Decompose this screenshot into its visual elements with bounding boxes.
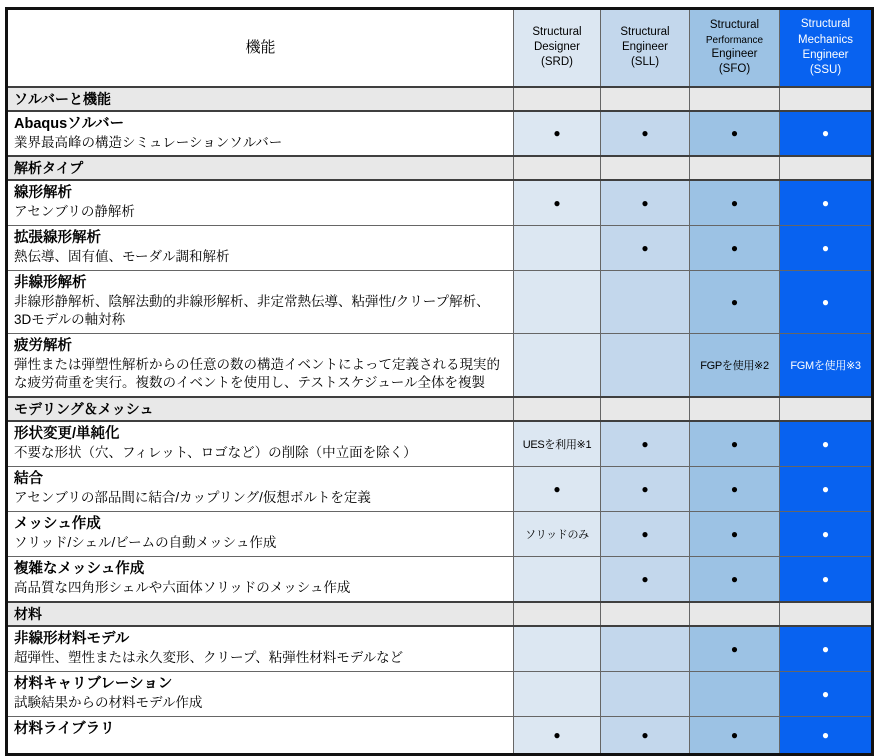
matrix-cell-srd [514,716,601,754]
section-cell-ssu [780,156,873,180]
feature-description: 試験結果からの材料モデル作成 [14,694,203,710]
section-cell-srd [514,87,601,111]
matrix-cell-sll [601,334,690,397]
header-line: Engineer [802,48,849,61]
feature-cell [7,557,514,602]
matrix-cell-srd [514,626,601,671]
section-cell-ssu [780,87,873,111]
header-line: (SSU) [809,63,842,76]
matrix-cell-ssu [780,271,873,334]
availability-dot: ● [821,241,830,256]
availability-dot: ● [821,196,830,211]
availability-dot: ● [821,295,830,310]
matrix-cell-srd [514,557,601,602]
feature-cell [7,226,514,271]
feature-cell [7,111,514,157]
section-title: 材料 [7,602,514,626]
matrix-cell-srd [514,226,601,271]
matrix-cell-srd [514,180,601,225]
availability-dot: ● [730,727,739,742]
header-line: Structural [532,25,582,38]
section-title: モデリング＆メッシュ [7,397,514,421]
availability-note: FGPを使用※2 [700,360,769,373]
section-cell-srd [514,397,601,421]
feature-description: 業界最高峰の構造シミュレーションソルバー [14,134,283,150]
availability-dot: ● [553,727,561,742]
header-line: Structural [620,25,670,38]
availability-dot: ● [553,196,561,211]
availability-dot: ● [730,196,739,211]
matrix-cell-sll [601,111,690,157]
matrix-cell-sll [601,716,690,754]
matrix-cell-sfo [690,271,780,334]
column-header-srd [514,9,601,87]
feature-cell [7,334,514,397]
availability-dot: ● [553,482,561,497]
availability-dot: ● [730,641,739,656]
matrix-cell-srd [514,467,601,512]
matrix-cell-sfo [690,467,780,512]
section-cell-ssu [780,602,873,626]
feature-cell [7,180,514,225]
table-header [7,9,873,87]
header-row [7,9,873,87]
feature-description: 超弾性、塑性または永久変形、クリープ、粘弾性材料モデルなど [14,649,404,665]
availability-dot: ● [821,686,830,701]
feature-row [7,626,873,671]
availability-dot: ● [821,641,830,656]
section-title: ソルバーと機能 [7,87,514,111]
availability-dot: ● [730,126,739,141]
header-line: (SRD) [541,56,573,69]
feature-cell [7,626,514,671]
availability-dot: ● [641,126,649,141]
matrix-cell-srd [514,111,601,157]
matrix-body [7,87,873,755]
matrix-cell-ssu [780,467,873,512]
section-cell-srd [514,156,601,180]
feature-cell [7,512,514,557]
section-row [7,87,873,111]
matrix-cell-srd [514,671,601,716]
feature-row [7,671,873,716]
feature-cell [7,271,514,334]
matrix-cell-sll [601,512,690,557]
section-cell-ssu [780,397,873,421]
feature-description: 非線形静解析、陰解法動的非線形解析、非定常熱伝導、粘弾性/クリープ解析、3Dモデルの軸対称 [14,294,490,328]
matrix-cell-sfo [690,716,780,754]
header-line: Structural [800,18,851,31]
availability-dot: ● [730,241,739,256]
matrix-cell-sll [601,557,690,602]
matrix-cell-sfo [690,512,780,557]
section-title: 解析タイプ [7,156,514,180]
availability-dot: ● [641,482,649,497]
matrix-cell-ssu [780,180,873,225]
section-cell-srd [514,602,601,626]
header-line: Mechanics [798,33,853,46]
availability-dot: ● [641,727,649,742]
feature-description: ソリッド/シェル/ビームの自動メッシュ作成 [14,535,277,551]
feature-title: 非線形解析 [14,275,87,292]
feature-row [7,467,873,512]
section-cell-sfo [690,156,780,180]
feature-title: Abaqusソルバー [14,115,125,132]
availability-note: FGMを使用※3 [790,360,861,373]
feature-title: 疲労解析 [14,338,72,355]
column-header-sfo [690,9,780,87]
availability-dot: ● [730,572,739,586]
header-line: (SFO) [718,62,751,75]
header-line: Designer [533,41,581,54]
feature-row [7,512,873,557]
feature-title: 材料キャリブレーション [14,675,173,692]
matrix-cell-sfo [690,626,780,671]
matrix-cell-sfo [690,671,780,716]
matrix-cell-srd [514,421,601,466]
header-line: Structural [709,19,760,32]
availability-dot: ● [730,482,739,497]
section-cell-sfo [690,397,780,421]
matrix-cell-sfo [690,180,780,225]
feature-title: 材料ライブラリ [14,720,115,737]
matrix-cell-sll [601,671,690,716]
availability-dot: ● [821,527,830,542]
matrix-cell-srd [514,512,601,557]
header-line: Performance [705,34,764,46]
feature-row [7,716,873,754]
feature-cell [7,716,514,754]
section-cell-sll [601,602,690,626]
feature-title: 拡張線形解析 [14,230,101,247]
column-header-sll [601,9,690,87]
section-row [7,602,873,626]
feature-description: 弾性または弾塑性解析からの任意の数の構造イベントによって定義される現実的な疲労荷重を実行。複数のイベントを使用し、テストスケジュール全体を複製 [14,357,500,391]
matrix-cell-ssu [780,716,873,754]
feature-description: 高品質な四角形シェルや六面体ソリッドのメッシュ作成 [14,580,351,596]
feature-description: アセンブリの静解析 [14,204,135,220]
header-line: Engineer [711,47,758,60]
matrix-cell-ssu [780,334,873,397]
comparison-table-wrap [5,7,874,756]
availability-dot: ● [821,727,830,742]
feature-column-header: 機能 [7,9,514,87]
section-cell-sll [601,87,690,111]
matrix-cell-sfo [690,557,780,602]
availability-note: ソリッドのみ [525,529,589,542]
feature-description: 不要な形状（穴、フィレット、ロゴなど）の削除（中立面を除く） [14,445,417,461]
availability-dot: ● [821,482,830,497]
feature-title: 結合 [14,471,43,488]
matrix-cell-ssu [780,226,873,271]
matrix-cell-sll [601,467,690,512]
feature-row [7,557,873,602]
feature-cell [7,467,514,512]
column-header-ssu [780,9,873,87]
matrix-cell-sll [601,421,690,466]
feature-cell [7,421,514,466]
feature-title: 線形解析 [14,185,72,202]
feature-row [7,271,873,334]
matrix-cell-sfo [690,226,780,271]
availability-dot: ● [730,527,739,542]
availability-dot: ● [641,241,649,256]
matrix-cell-ssu [780,671,873,716]
feature-cell [7,671,514,716]
matrix-cell-sll [601,626,690,671]
availability-dot: ● [821,126,830,141]
availability-dot: ● [641,196,649,211]
section-cell-sfo [690,87,780,111]
matrix-cell-srd [514,334,601,397]
matrix-cell-ssu [780,512,873,557]
matrix-cell-sll [601,226,690,271]
matrix-cell-ssu [780,626,873,671]
header-line: Engineer [621,41,669,54]
matrix-cell-ssu [780,111,873,157]
availability-note: UESを利用※1 [522,439,592,452]
feature-row [7,421,873,466]
feature-row [7,111,873,157]
section-row [7,156,873,180]
matrix-cell-ssu [780,421,873,466]
matrix-cell-sfo [690,421,780,466]
availability-dot: ● [730,295,739,310]
section-cell-sll [601,156,690,180]
feature-row [7,226,873,271]
matrix-cell-srd [514,271,601,334]
feature-row [7,334,873,397]
feature-title: メッシュ作成 [14,516,101,533]
availability-dot: ● [821,437,830,452]
feature-title: 非線形材料モデル [14,630,130,647]
feature-title: 形状変更/単純化 [14,426,120,443]
availability-dot: ● [641,527,649,542]
matrix-cell-sll [601,271,690,334]
availability-dot: ● [553,126,561,141]
section-cell-sll [601,397,690,421]
matrix-cell-ssu [780,557,873,602]
section-row [7,397,873,421]
feature-description: 熱伝導、固有値、モーダル調和解析 [14,249,230,265]
header-line: (SLL) [630,56,660,69]
matrix-cell-sfo [690,334,780,397]
availability-dot: ● [641,572,649,586]
matrix-cell-sfo [690,111,780,157]
feature-title: 複雑なメッシュ作成 [14,561,145,578]
availability-dot: ● [641,437,649,452]
feature-row [7,180,873,225]
availability-dot: ● [821,572,830,586]
section-cell-sfo [690,602,780,626]
feature-comparison-table [5,7,874,756]
feature-description: アセンブリの部品間に結合/カップリング/仮想ボルトを定義 [14,490,371,506]
matrix-cell-sll [601,180,690,225]
availability-dot: ● [730,437,739,452]
